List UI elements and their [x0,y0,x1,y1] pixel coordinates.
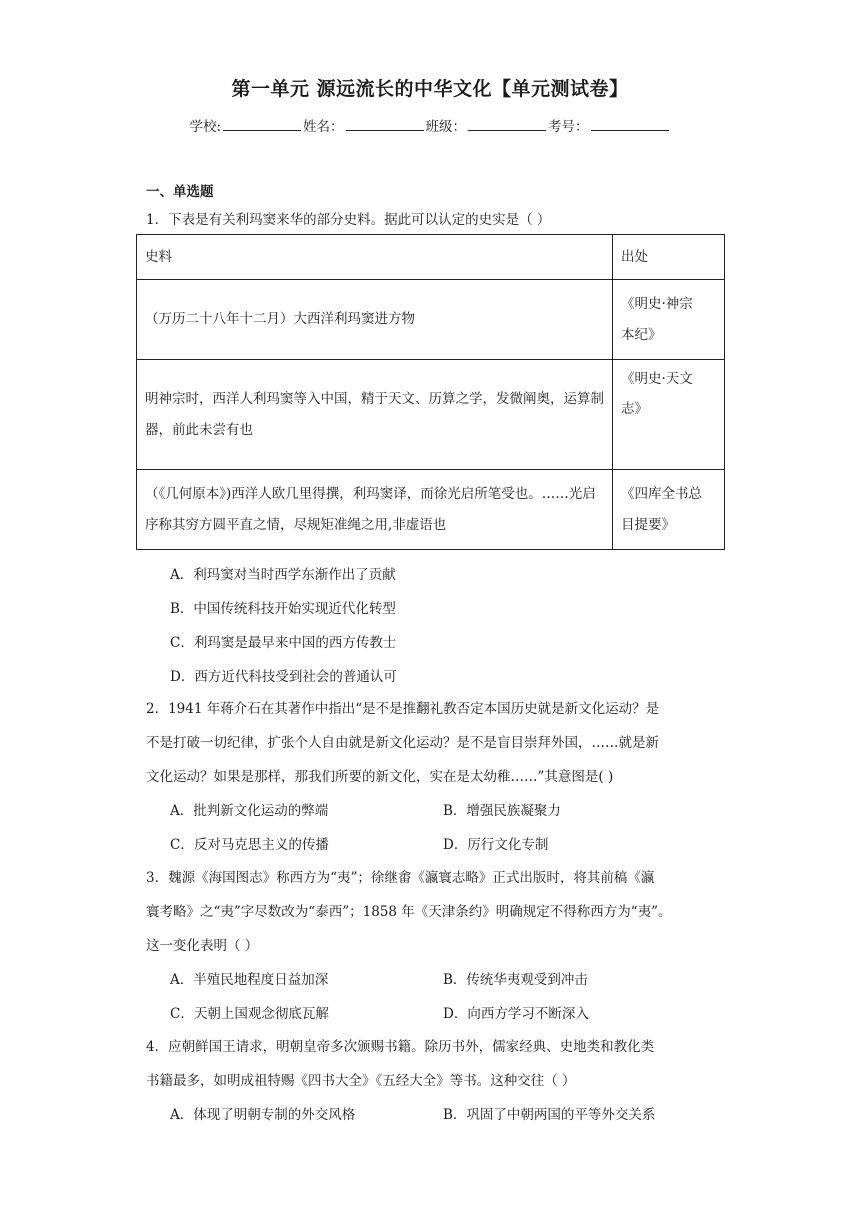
q4-stem-line-1: 4．应朝鲜国王请求，明朝皇帝多次颁赐书籍。除历书外，儒家经典、史地类和教化类 [146,1039,655,1055]
q3-stem-line-2: 寰考略》之“夷”字尽数改为“泰西”；1858 年《天津条约》明确规定不得称西方为“夷”。 [146,904,672,920]
table-cell-source: 《明史·天文 志》 [613,360,725,470]
table-cell-source: 《明史·神宗 本纪》 [613,280,725,360]
table-header-source-text: 史料 [137,235,613,280]
table-cell-text: （万历二十八年十二月）大西洋利玛窦进方物 [137,280,613,360]
name-label: 姓名： [303,119,344,135]
q2-option-d[interactable]: D．厉行文化专制 [443,837,549,853]
school-blank[interactable] [223,116,301,131]
table-header-origin: 出处 [613,235,725,280]
school-label: 学校: [189,119,222,135]
table-row [137,360,725,470]
q3-option-c[interactable]: C．天朝上国观念彻底瓦解 [170,1006,329,1022]
exam-no-label: 考号： [548,119,589,135]
q3-option-d[interactable]: D．向西方学习不断深入 [443,1006,589,1022]
q4-stem-line-2: 书籍最多，如明成祖特赐《四书大全》《五经大全》等书。这种交往（ ） [146,1073,576,1089]
source-table [136,234,725,550]
name-blank[interactable] [346,116,424,131]
q2-stem-line-1: 2．1941 年蒋介石在其著作中指出“是不是推翻礼教否定本国历史就是新文化运动？是 [146,701,660,717]
q1-option-d[interactable]: D．西方近代科技受到社会的普通认可 [170,669,397,685]
q3-option-a[interactable]: A．半殖民地程度日益加深 [170,972,329,988]
class-blank[interactable] [468,116,546,131]
q2-stem-line-3: 文化运动？如果是那样，那我们所要的新文化，实在是太幼稚……”其意图是( ) [146,769,614,785]
exam-no-blank[interactable] [591,116,669,131]
table-header-row [137,235,725,280]
page-title: 第一单元 源远流长的中华文化【单元测试卷】 [231,78,629,100]
student-info-line [0,115,860,135]
q1-stem: 1．下表是有关利玛窦来华的部分史料。据此可以认定的史实是（ ） [146,212,551,228]
table-cell-text: 明神宗时，西洋人利玛窦等入中国，精于天文、历算之学，发微阐奥，运算制器，前此未尝有也 [137,360,613,470]
q4-option-b[interactable]: B．巩固了中朝两国的平等外交关系 [443,1107,656,1123]
q1-option-c[interactable]: C．利玛窦是最早来中国的西方传教士 [170,635,397,651]
q4-option-a[interactable]: A．体现了明朝专制的外交风格 [170,1107,356,1123]
q1-option-a[interactable]: A．利玛窦对当时西学东渐作出了贡献 [170,567,396,583]
q2-option-b[interactable]: B．增强民族凝聚力 [443,803,561,819]
q3-stem-line-3: 这一变化表明（ ） [146,938,259,954]
q3-option-b[interactable]: B．传统华夷观受到冲击 [443,972,588,988]
table-cell-text: （《几何原本》)西洋人欧几里得撰，利玛窦译，而徐光启所笔受也。……光启序称其穷方圆平直之情，尽规矩准绳之用,非虚语也 [137,470,613,550]
q2-stem-line-2: 不是打破一切纪律，扩张个人自由就是新文化运动？是不是盲目崇拜外国，……就是新 [146,735,659,751]
q1-option-b[interactable]: B．中国传统科技开始实现近代化转型 [170,601,396,617]
table-row [137,470,725,550]
q2-option-a[interactable]: A．批判新文化运动的弊端 [170,803,329,819]
class-label: 班级： [425,119,467,135]
table-cell-source: 《四库全书总 目提要》 [613,470,725,550]
q3-stem-line-1: 3．魏源《海国图志》称西方为“夷”；徐继畬《瀛寰志略》正式出版时，将其前稿《瀛 [146,870,655,886]
section-heading: 一、单选题 [146,184,214,200]
table-row [137,280,725,360]
q2-option-c[interactable]: C．反对马克思主义的传播 [170,837,329,853]
